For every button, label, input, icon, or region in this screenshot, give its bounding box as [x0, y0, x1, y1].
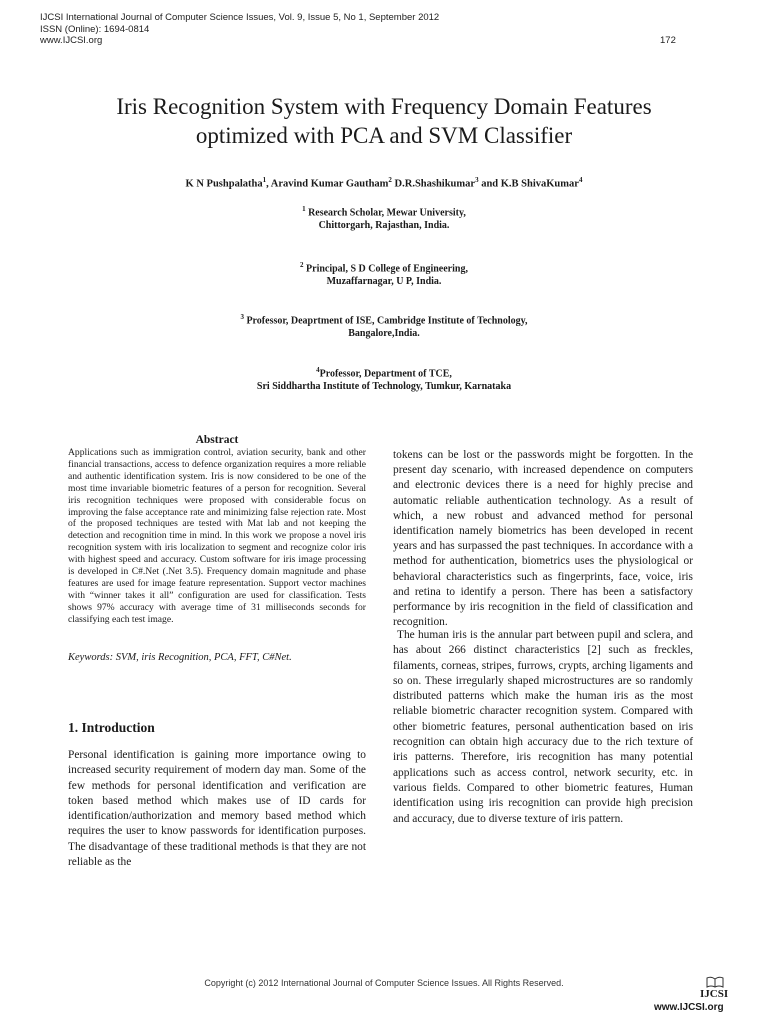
- journal-name: IJCSI International Journal of Computer Science Issues, Vol. 9, Issue 5, No 1, September 2012: [40, 12, 440, 23]
- right-column-paragraph-2: The human iris is the annular part between pupil and sclera, and has about 266 distinct characteristics [2] such as freckles, filaments, corneas, stripes, furrows, crypts, arching ligaments and so on. These irregularly shaped microstructures are so randomly distributed patterns which make the human iris as the most reliable biometric character recognition system. Compared with other biometric features, personal authentication based on iris recognition can obtain high accuracy due to the rich texture of iris patterns. Therefore, iris recognition has many potential applications such as access control, network security, etc. in various fields. Compared to other biometric features, Human identification using iris recognition can provide high precision and accuracy, due to diverse texture of iris pattern.: [393, 629, 693, 825]
- author-sup: 1: [262, 176, 267, 184]
- affiliation-line: Professor, Department of TCE,: [319, 368, 452, 380]
- author-name: K.B ShivaKumar: [500, 178, 579, 190]
- copyright-notice: Copyright (c) 2012 International Journal of Computer Science Issues. All Rights Reserved.: [204, 978, 564, 988]
- journal-website: www.IJCSI.org: [40, 35, 103, 46]
- author-sup: 4: [578, 176, 583, 184]
- ijcsi-logo: [640, 976, 740, 1016]
- affiliation-line: Bangalore,India.: [348, 328, 420, 340]
- title-line-1: Iris Recognition System with Frequency Domain Features: [116, 94, 652, 119]
- abstract-heading: Abstract: [195, 434, 239, 446]
- book-icon: [706, 976, 724, 988]
- author-name: K N Pushpalatha: [185, 178, 263, 190]
- affiliation-line: Sri Siddhartha Institute of Technology, Tumkur, Karnataka: [256, 381, 512, 393]
- affiliation: [40, 311, 728, 340]
- affiliation-sup: 2: [300, 261, 304, 269]
- right-column-paragraph-1: tokens can be lost or the passwords might be forgotten. In the present day scenario, with increased dependence on computers and electronic devices there is a need for highly precise and automatic reliable authentication technology. As a result of which, a new robust and advanced method for personal identification namely biometrics has been developed in recent years and has surpassed the past techniques. In accordance with a method for authentication, biometrics uses the physiological or behavioral characteristics such as fingerprints, face, voice, iris and retina to identify a person. There has been a satisfactory performance by iris recognition in the field of classification and recognition.: [393, 449, 693, 629]
- affiliation-sup: 4: [316, 366, 320, 374]
- title-line-2: optimized with PCA and SVM Classifier: [195, 123, 573, 148]
- keywords: Keywords: SVM, iris Recognition, PCA, FFT, C#Net.: [68, 652, 292, 663]
- author-sup: 2: [388, 176, 392, 184]
- affiliation: [40, 259, 728, 288]
- affiliation: [40, 203, 728, 232]
- issn: ISSN (Online): 1694-0814: [40, 23, 150, 35]
- intro-paragraph: Personal identification is gaining more importance owing to increased security requirement of modern day man. Some of the few methods for personal identification and verification are token based method which makes use of ID cards for identification/authorization and memory based method which requires the user to know passwords for identification purposes. The disadvantage of these traditional methods is that they are not reliable as the: [68, 749, 366, 869]
- affiliation-line: Professor, Deaprtment of ISE, Cambridge Institute of Technology,: [246, 315, 528, 327]
- logo-url: www.IJCSI.org: [654, 1002, 724, 1013]
- author-sup: 3: [475, 176, 479, 184]
- affiliation-sup: 1: [302, 205, 306, 213]
- page-number: 172: [660, 35, 676, 46]
- journal-header: [40, 12, 439, 47]
- affiliation-line: Muzaffarnagar, U P, India.: [326, 276, 442, 288]
- affiliation-line: Principal, S D College of Engineering,: [306, 263, 468, 275]
- affiliation: [40, 364, 728, 393]
- author-name: Aravind Kumar Gautham: [270, 178, 389, 190]
- affiliation-sup: 3: [240, 313, 244, 321]
- paper-title: [40, 92, 728, 150]
- affiliation-line: Research Scholar, Mewar University,: [308, 207, 466, 219]
- author-name: D.R.Shashikumar: [394, 178, 476, 190]
- author-list: K N Pushpalatha$^1$, Aravind Kumar Gautham$^2$ D.R.Shashikumar$^3$ and K.B ShivaKumar$^4$: [185, 176, 583, 190]
- abstract-text: Applications such as immigration control, aviation security, bank and other financial transactions, access to defence organization requires a more reliable and authentic identification system. Iris is now considered to be one of the most time invariable biometric features of a person for recognition. Several iris recognition techniques were proposed with considerable focus on improving the false acceptance rate and minimizing false rejection rate. Most of the proposed techniques are tested with Mat lab and not keeping the detection and recognition time in mind. In this work we propose a novel iris recognition system with iris localization to segment and recognize color iris with highest speed and accuracy. Custom software for iris image processing is developed in C#.Net (.Net 3.5). Frequency domain magnitude and phase features are used for image feature representation. Support vector machines with “winner takes it all” configuration are used for classification. Tests shows 97% accuracy with average time of 31 milliseconds seconds for classifying each test image.: [68, 447, 366, 625]
- affiliation-line: Chittorgarh, Rajasthan, India.: [318, 220, 450, 232]
- section-heading-introduction: 1. Introduction: [68, 720, 155, 735]
- logo-text: IJCSI: [700, 988, 729, 1000]
